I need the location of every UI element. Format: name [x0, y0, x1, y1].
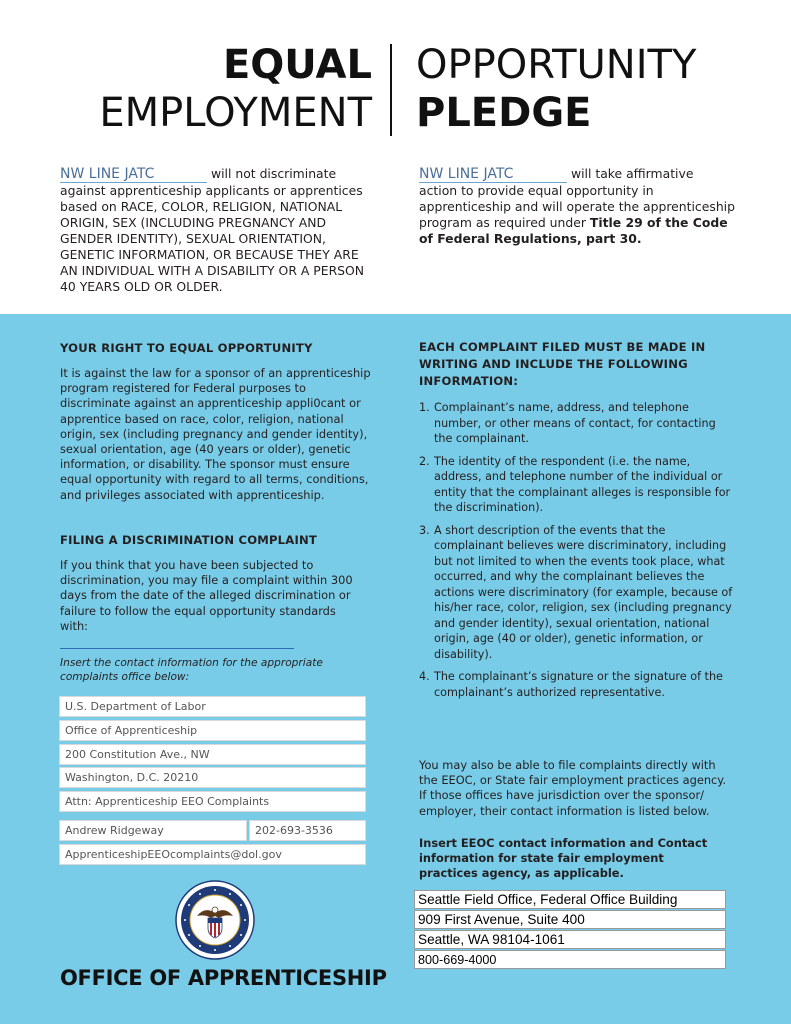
pledge-right-line1: will take affirmative: [567, 166, 694, 181]
contact-person: Andrew Ridgeway: [59, 820, 247, 841]
eeoc-contact-line-1: Seattle Field Office, Federal Office Building: [414, 890, 726, 909]
title-employment: EMPLOYMENT: [99, 90, 372, 136]
pledge-right-paragraph: [419, 166, 739, 247]
right-body: It is against the law for a sponsor of an apprenticeship program registered for Federal purposes to discriminate against an apprenticeship appli0cant or apprentice based on race, color, religion, national origin, sex (including pregnancy and gender identity), sexual orientation, age (40 years or older), genetic information, or disability. The sponsor must ensure equal opportunity with regard to all terms, conditions, and privileges associated with apprenticeship.: [60, 366, 371, 502]
complaint-requirements-heading: EACH COMPLAINT FILED MUST BE MADE IN WRITING AND INCLUDE THE FOLLOWING INFORMATION:: [419, 340, 706, 388]
list-item: 3. A short description of the events that the complainant believes were discriminatory, including but not limited to when the events took place, what occurred, and why the complainant believes the actions were discriminatory (for example, because of his/her race, color, religion, sex (including pregnancy and gender identity), sexual orientation, national origin, age (40 or older), genetic information, or disability).: [419, 523, 733, 661]
list-item: 1. Complainant’s name, address, and telephone number, or other means of contact, for contacting the complainant.: [419, 401, 716, 445]
eeoc-body: You may also be able to file complaints directly with the EEOC, or State fair employment practices agency. If those offices have jurisdiction over the sponsor/ employer, their contact information is listed below.: [419, 758, 727, 818]
title-pledge: PLEDGE: [416, 90, 592, 136]
contact-line-3: 200 Constitution Ave., NW: [59, 744, 366, 765]
contact-line-4: Washington, D.C. 20210: [59, 767, 366, 788]
contact-line-1: U.S. Department of Labor: [59, 696, 366, 717]
contact-line-2: Office of Apprenticeship: [59, 720, 366, 741]
pledge-left-body: against apprenticeship applicants or apprentices based on RACE, COLOR, RELIGION, NATIONAL ORIGIN, SEX (INCLUDING PREGNANCY AND GENDER IDENTITY), SEXUAL ORIENTATION, GENETIC INFORMATION, OR BECAUSE THEY ARE AN INDIVIDUAL WITH A DISABILITY OR A PERSON 40 YEARS OLD OR OLDER.: [60, 183, 365, 294]
complaint-requirements-list: [419, 400, 737, 707]
right-heading: YOUR RIGHT TO EQUAL OPPORTUNITY: [60, 341, 313, 355]
filing-heading: FILING A DISCRIMINATION COMPLAINT: [60, 533, 317, 547]
title-equal: EQUAL: [222, 42, 372, 88]
insert-note: Insert the contact information for the appropriate complaints office below:: [60, 657, 323, 683]
eeoc-insert-note: Insert EEOC contact information and Contact information for state fair employment practices agency, as applicable.: [419, 836, 708, 881]
filing-body: If you think that you have been subjected to discrimination, you may file a complaint within 300 days from the date of the alleged discrimination or failure to follow the equal opportunity standards with:: [60, 558, 353, 633]
office-of-apprenticeship-title: OFFICE OF APPRENTICESHIP: [60, 966, 387, 990]
title-divider: [390, 44, 392, 136]
pledge-left-line1: will not discriminate: [207, 166, 337, 181]
eeoc-contact-line-2: 909 First Avenue, Suite 400: [414, 910, 726, 929]
filing-rule: [60, 648, 294, 649]
sponsor-name-field-left: NW LINE JATC: [60, 166, 207, 183]
title-opportunity: OPPORTUNITY: [416, 42, 697, 88]
list-item: 2. The identity of the respondent (i.e. the name, address, and telephone number of the individual or entity that the complainant alleges is responsible for the discrimination).: [419, 454, 731, 514]
sponsor-name-field-right: NW LINE JATC: [419, 166, 567, 183]
eeoc-contact-line-3: Seattle, WA 98104-1061: [414, 930, 726, 949]
list-item: 4. The complainant’s signature or the signature of the complainant’s authorized representative.: [419, 670, 723, 699]
eeoc-contact-line-4: 800-669-4000: [414, 950, 726, 969]
pledge-right-cfr: Title 29 of the Code of Federal Regulations, part 30.: [419, 215, 728, 246]
department-of-labor-seal-icon: [175, 880, 255, 960]
pledge-right-body: action to provide equal opportunity in apprenticeship and will operate the apprenticeship program as required under: [419, 183, 735, 230]
contact-line-5: Attn: Apprenticeship EEO Complaints: [59, 791, 366, 812]
contact-email: ApprenticeshipEEOcomplaints@dol.gov: [59, 844, 366, 865]
pledge-left-paragraph: [60, 166, 380, 295]
contact-phone: 202-693-3536: [249, 820, 366, 841]
